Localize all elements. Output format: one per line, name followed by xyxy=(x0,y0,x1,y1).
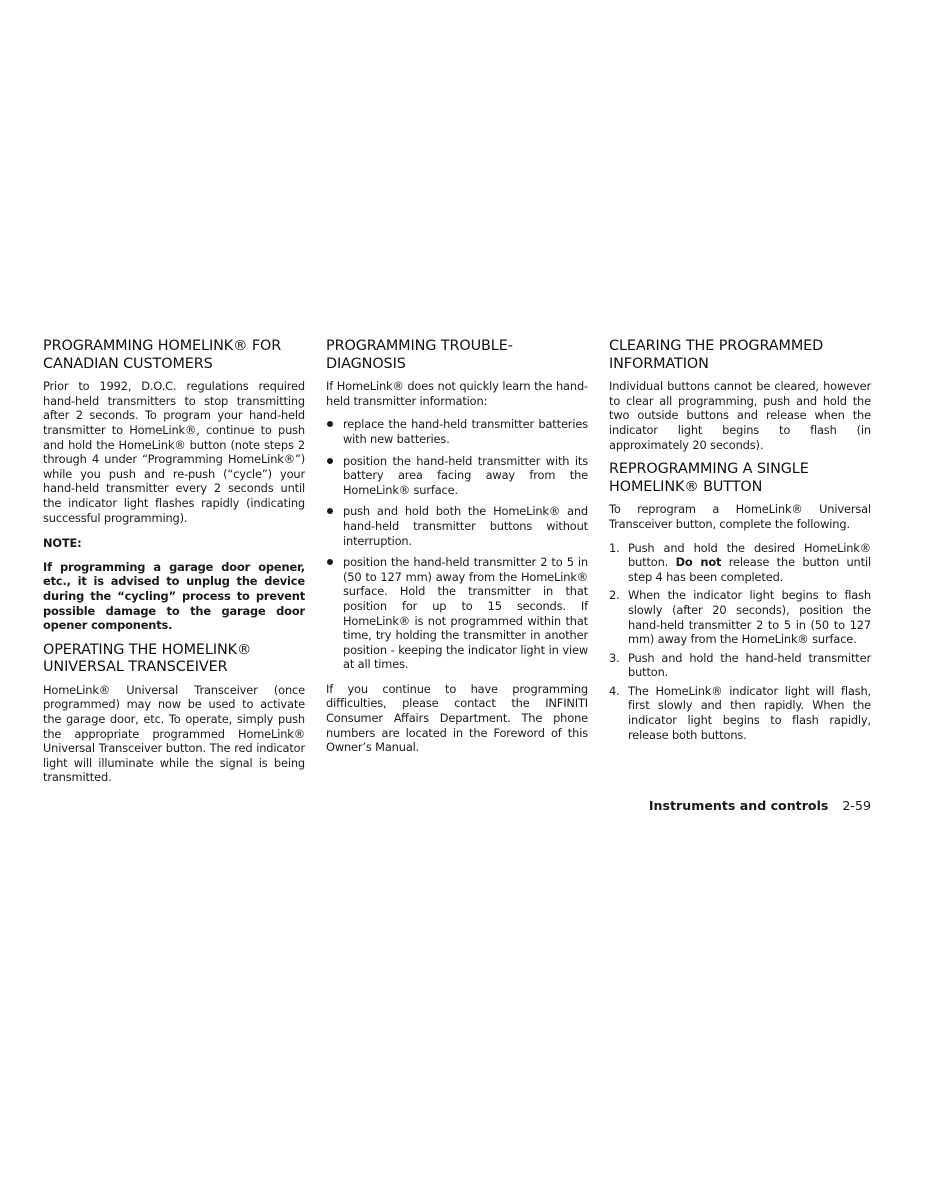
paragraph-operating: HomeLink® Universal Transceiver (once programmed) may now be used to activate the garage door, etc. To operate, simply push the appropriate programmed HomeLink® Universal Transceiver button. The red indicator light will illuminate while the signal is being transmitted. xyxy=(43,682,305,785)
column-3 xyxy=(609,338,871,746)
list-item: 3. Push and hold the hand-held transmitter button. xyxy=(609,650,871,680)
section-title: Instruments and controls xyxy=(648,798,829,813)
list-item: position the hand-held transmitter with its battery area facing away from the HomeLink® surface. xyxy=(326,454,588,498)
heading-reprogramming: REPROGRAMMING A SINGLE HOMELINK® BUTTON xyxy=(609,461,809,495)
page-footer xyxy=(649,798,871,813)
bullet-icon xyxy=(327,458,333,464)
paragraph-clearing: Individual buttons cannot be cleared, however to clear all programming, push and hold the two outside buttons and release when the indicator light begins to flash (in approximately 20 seconds). xyxy=(609,379,871,452)
heading-canadian-customers: PROGRAMMING HOMELINK® FOR CANADIAN CUSTOMERS xyxy=(43,338,282,372)
heading-trouble-diagnosis: PROGRAMMING TROUBLE-DIAGNOSIS xyxy=(326,338,513,372)
list-item: position the hand-held transmitter 2 to 5 in (50 to 127 mm) away from the HomeLink® surface. Hold the transmitter in that position for up to 15 seconds. If HomeLink® is not programmed within that time, try holding the transmitter in another position - keeping the indicator light in view at all times. xyxy=(326,555,588,672)
paragraph-contact: If you continue to have programming difficulties, please contact the INFINITI Consumer Affairs Department. The phone numbers are located in the Foreword of this Owner’s Manual. xyxy=(326,681,588,755)
list-item: 1. Push and hold the desired HomeLink® button. Do not release the button until step 4 has been completed. xyxy=(609,540,871,584)
note-label: NOTE: xyxy=(43,536,82,551)
bullet-icon xyxy=(327,508,333,514)
trouble-bullet-list xyxy=(326,417,588,672)
page-number: 2-59 xyxy=(842,798,871,813)
reprogram-steps xyxy=(609,541,871,743)
heading-clearing: CLEARING THE PROGRAMMED INFORMATION xyxy=(609,338,824,372)
column-1 xyxy=(43,338,305,794)
list-item: push and hold both the HomeLink® and hand-held transmitter buttons without interruption. xyxy=(326,504,588,548)
note-text: If programming a garage door opener, etc., it is advised to unplug the device during the “cycling” process to prevent possible damage to the garage door opener components. xyxy=(43,559,305,633)
list-item: replace the hand-held transmitter batteries with new batteries. xyxy=(326,417,588,446)
list-item: 2. When the indicator light begins to flash slowly (after 20 seconds), position the hand-held transmitter 2 to 5 in (50 to 127 mm) away from the HomeLink® surface. xyxy=(609,588,871,647)
list-item: 4. The HomeLink® indicator light will flash, first slowly and then rapidly. When the indicator light begins to flash rapidly, release both buttons. xyxy=(609,683,871,742)
heading-operating-transceiver: OPERATING THE HOMELINK® UNIVERSAL TRANSCEIVER xyxy=(43,641,252,676)
paragraph-reprogram-intro: To reprogram a HomeLink® Universal Transceiver button, complete the following. xyxy=(609,502,871,531)
column-2 xyxy=(326,338,588,764)
bullet-icon xyxy=(327,421,333,427)
paragraph-canadian-programming: Prior to 1992, D.O.C. regulations required hand-held transmitters to stop transmitting after 2 seconds. To program your hand-held transmitter to HomeLink®, continue to push and hold the HomeLink® button (note steps 2 through 4 under “Programming HomeLink®”) while you push and re-push (“cycle”) your hand-held transmitter every 2 seconds until the indicator light flashes rapidly (indicating successful programming). xyxy=(43,379,305,525)
paragraph-trouble-intro: If HomeLink® does not quickly learn the hand-held transmitter information: xyxy=(326,379,588,408)
bullet-icon xyxy=(327,559,333,565)
